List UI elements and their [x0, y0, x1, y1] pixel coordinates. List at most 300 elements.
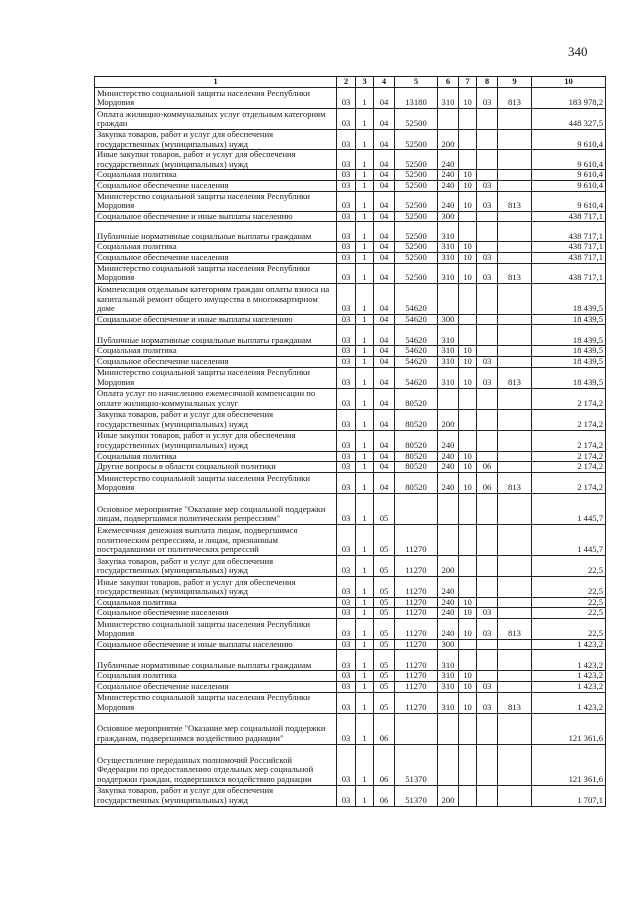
- table-row: [95, 650, 606, 671]
- code-cell: 1: [356, 671, 374, 682]
- code-cell: [477, 576, 498, 597]
- row-name-cell: Осуществление переданных полномочий Российской Федерации по предоставлению отдельных мер социальной поддержки граждан, подвергшихся воздействию радиации: [95, 744, 337, 785]
- table-row: [95, 451, 606, 462]
- code-cell: 04: [374, 472, 395, 493]
- code-cell: 05: [374, 650, 395, 671]
- code-cell: 04: [374, 430, 395, 451]
- code-cell: 813: [498, 618, 532, 639]
- code-cell: 1: [356, 493, 374, 524]
- code-cell: 1: [356, 524, 374, 555]
- row-name-cell: Социальное обеспечение и иные выплаты населению: [95, 211, 337, 222]
- code-cell: 04: [374, 109, 395, 130]
- code-cell: 310: [438, 325, 459, 346]
- code-cell: [477, 150, 498, 170]
- code-cell: 03: [337, 692, 356, 713]
- code-cell: [459, 283, 477, 314]
- code-cell: [459, 430, 477, 451]
- table-row: [95, 211, 606, 222]
- code-cell: 10: [459, 608, 477, 619]
- row-name-cell: Министерство социальной защиты населения Республики Мордовия: [95, 191, 337, 211]
- code-cell: 03: [337, 608, 356, 619]
- code-cell: 06: [477, 462, 498, 473]
- amount-cell: 1 423,2: [532, 650, 606, 671]
- code-cell: [459, 150, 477, 170]
- code-cell: 1: [356, 314, 374, 325]
- code-cell: 1: [356, 367, 374, 388]
- code-cell: [477, 744, 498, 785]
- code-cell: 1: [356, 639, 374, 650]
- code-cell: 03: [337, 713, 356, 744]
- code-cell: 300: [438, 639, 459, 650]
- code-cell: 03: [337, 325, 356, 346]
- table-row: [95, 263, 606, 283]
- code-cell: 03: [337, 650, 356, 671]
- code-cell: 240: [438, 451, 459, 462]
- code-cell: [498, 608, 532, 619]
- code-cell: [477, 170, 498, 181]
- code-cell: 03: [337, 618, 356, 639]
- amount-cell: 9 610,4: [532, 130, 606, 150]
- code-cell: 80520: [395, 451, 438, 462]
- code-cell: 1: [356, 682, 374, 693]
- code-cell: [477, 671, 498, 682]
- code-cell: 10: [459, 597, 477, 608]
- code-cell: 05: [374, 555, 395, 576]
- amount-cell: 183 978,2: [532, 88, 606, 109]
- code-cell: [498, 639, 532, 650]
- code-cell: 04: [374, 451, 395, 462]
- code-cell: [459, 409, 477, 430]
- amount-cell: 2 174,2: [532, 388, 606, 409]
- code-cell: 05: [374, 608, 395, 619]
- row-name-cell: Министерство социальной защиты населения Республики Мордовия: [95, 88, 337, 109]
- amount-cell: 2 174,2: [532, 430, 606, 451]
- row-name-cell: Социальная политика: [95, 671, 337, 682]
- table-row: [95, 388, 606, 409]
- code-cell: [477, 639, 498, 650]
- row-name-cell: Закупка товаров, работ и услуг для обеспечения государственных (муниципальных) нужд: [95, 555, 337, 576]
- code-cell: [459, 785, 477, 806]
- table-row: [95, 671, 606, 682]
- code-cell: [459, 493, 477, 524]
- code-cell: 1: [356, 170, 374, 181]
- code-cell: 1: [356, 130, 374, 150]
- row-name-cell: Закупка товаров, работ и услуг для обеспечения государственных (муниципальных) нужд: [95, 130, 337, 150]
- code-cell: 03: [477, 682, 498, 693]
- code-cell: 80520: [395, 472, 438, 493]
- code-cell: 10: [459, 472, 477, 493]
- code-cell: 03: [337, 346, 356, 357]
- table-row: [95, 576, 606, 597]
- table-row: [95, 524, 606, 555]
- code-cell: 1: [356, 263, 374, 283]
- code-cell: 03: [337, 430, 356, 451]
- row-name-cell: Социальное обеспечение и иные выплаты населению: [95, 639, 337, 650]
- code-cell: 04: [374, 314, 395, 325]
- amount-cell: 18 439,5: [532, 356, 606, 367]
- code-cell: 52500: [395, 150, 438, 170]
- table-row: [95, 88, 606, 109]
- amount-cell: 22,5: [532, 576, 606, 597]
- code-cell: 240: [438, 180, 459, 191]
- code-cell: 1: [356, 346, 374, 357]
- code-cell: 11270: [395, 650, 438, 671]
- code-cell: [477, 325, 498, 346]
- column-header: 9: [498, 77, 532, 88]
- code-cell: 11270: [395, 671, 438, 682]
- code-cell: 04: [374, 222, 395, 242]
- code-cell: 310: [438, 242, 459, 253]
- amount-cell: 22,5: [532, 608, 606, 619]
- code-cell: 10: [459, 692, 477, 713]
- code-cell: 310: [438, 263, 459, 283]
- code-cell: 04: [374, 150, 395, 170]
- code-cell: 03: [337, 130, 356, 150]
- code-cell: 310: [438, 252, 459, 263]
- table-row: [95, 462, 606, 473]
- code-cell: 04: [374, 88, 395, 109]
- code-cell: 03: [477, 191, 498, 211]
- code-cell: 04: [374, 242, 395, 253]
- amount-cell: 18 439,5: [532, 367, 606, 388]
- code-cell: 200: [438, 785, 459, 806]
- code-cell: 05: [374, 524, 395, 555]
- code-cell: 1: [356, 555, 374, 576]
- amount-cell: 438 717,1: [532, 263, 606, 283]
- code-cell: [498, 170, 532, 181]
- table-row: [95, 170, 606, 181]
- code-cell: 52500: [395, 180, 438, 191]
- row-name-cell: Публичные нормативные социальные выплаты гражданам: [95, 650, 337, 671]
- table-row: [95, 314, 606, 325]
- code-cell: 10: [459, 252, 477, 263]
- code-cell: 240: [438, 618, 459, 639]
- code-cell: 03: [337, 283, 356, 314]
- code-cell: [498, 180, 532, 191]
- code-cell: [498, 388, 532, 409]
- code-cell: 06: [374, 785, 395, 806]
- page-number: 340: [568, 44, 588, 59]
- code-cell: 05: [374, 618, 395, 639]
- row-name-cell: Основное мероприятие "Оказание мер социальной поддержки лицам, подвергшимся политическим репрессиям": [95, 493, 337, 524]
- row-name-cell: Компенсация отдельным категориям граждан оплаты взноса на капитальный ремонт общего имущества в многоквартирном доме: [95, 283, 337, 314]
- amount-cell: 9 610,4: [532, 191, 606, 211]
- code-cell: 240: [438, 608, 459, 619]
- row-name-cell: Закупка товаров, работ и услуг для обеспечения государственных (муниципальных) нужд: [95, 785, 337, 806]
- code-cell: 1: [356, 713, 374, 744]
- code-cell: 52500: [395, 242, 438, 253]
- code-cell: 03: [337, 744, 356, 785]
- code-cell: 04: [374, 283, 395, 314]
- code-cell: 813: [498, 191, 532, 211]
- code-cell: [477, 409, 498, 430]
- code-cell: 10: [459, 462, 477, 473]
- row-name-cell: Социальная политика: [95, 170, 337, 181]
- row-name-cell: Социальная политика: [95, 242, 337, 253]
- table-row: [95, 130, 606, 150]
- code-cell: 03: [337, 555, 356, 576]
- amount-cell: 121 361,6: [532, 713, 606, 744]
- code-cell: 11270: [395, 555, 438, 576]
- code-cell: 10: [459, 618, 477, 639]
- code-cell: 03: [337, 191, 356, 211]
- code-cell: [498, 493, 532, 524]
- amount-cell: 2 174,2: [532, 451, 606, 462]
- code-cell: 52500: [395, 130, 438, 150]
- table-row: [95, 150, 606, 170]
- code-cell: 1: [356, 462, 374, 473]
- code-cell: 04: [374, 356, 395, 367]
- code-cell: 03: [337, 682, 356, 693]
- code-cell: 04: [374, 462, 395, 473]
- code-cell: [477, 650, 498, 671]
- code-cell: [459, 130, 477, 150]
- code-cell: 310: [438, 367, 459, 388]
- code-cell: 310: [438, 356, 459, 367]
- row-name-cell: Министерство социальной защиты населения Республики Мордовия: [95, 692, 337, 713]
- code-cell: 03: [337, 639, 356, 650]
- code-cell: 06: [374, 713, 395, 744]
- amount-cell: 18 439,5: [532, 314, 606, 325]
- code-cell: [498, 109, 532, 130]
- code-cell: [498, 576, 532, 597]
- amount-cell: 22,5: [532, 618, 606, 639]
- code-cell: 1: [356, 252, 374, 263]
- code-cell: 10: [459, 367, 477, 388]
- code-cell: [498, 242, 532, 253]
- column-header: 10: [532, 77, 606, 88]
- code-cell: 813: [498, 263, 532, 283]
- code-cell: 80520: [395, 430, 438, 451]
- code-cell: 03: [337, 242, 356, 253]
- code-cell: 200: [438, 409, 459, 430]
- code-cell: 03: [337, 356, 356, 367]
- code-cell: 11270: [395, 608, 438, 619]
- code-cell: [498, 682, 532, 693]
- code-cell: 240: [438, 430, 459, 451]
- code-cell: 1: [356, 451, 374, 462]
- row-name-cell: Социальное обеспечение населения: [95, 180, 337, 191]
- code-cell: 03: [337, 252, 356, 263]
- table-row: [95, 283, 606, 314]
- code-cell: 1: [356, 692, 374, 713]
- code-cell: [498, 346, 532, 357]
- column-header: 8: [477, 77, 498, 88]
- code-cell: [395, 713, 438, 744]
- code-cell: [498, 524, 532, 555]
- amount-cell: 22,5: [532, 555, 606, 576]
- code-cell: 1: [356, 211, 374, 222]
- code-cell: [477, 283, 498, 314]
- code-cell: 54620: [395, 325, 438, 346]
- code-cell: [477, 109, 498, 130]
- code-cell: 03: [337, 211, 356, 222]
- code-cell: [498, 430, 532, 451]
- code-cell: 03: [337, 170, 356, 181]
- row-name-cell: Министерство социальной защиты населения Республики Мордовия: [95, 367, 337, 388]
- amount-cell: 2 174,2: [532, 472, 606, 493]
- amount-cell: 438 717,1: [532, 222, 606, 242]
- row-name-cell: Социальное обеспечение населения: [95, 682, 337, 693]
- code-cell: 1: [356, 409, 374, 430]
- code-cell: [459, 555, 477, 576]
- code-cell: 11270: [395, 576, 438, 597]
- code-cell: [498, 130, 532, 150]
- code-cell: 1: [356, 430, 374, 451]
- code-cell: 03: [337, 785, 356, 806]
- code-cell: 51370: [395, 744, 438, 785]
- code-cell: 04: [374, 325, 395, 346]
- code-cell: 03: [337, 472, 356, 493]
- table-row: [95, 472, 606, 493]
- code-cell: [459, 109, 477, 130]
- amount-cell: 9 610,4: [532, 150, 606, 170]
- code-cell: 03: [337, 88, 356, 109]
- amount-cell: 18 439,5: [532, 325, 606, 346]
- code-cell: [477, 211, 498, 222]
- code-cell: 03: [477, 618, 498, 639]
- code-cell: 03: [337, 367, 356, 388]
- amount-cell: 18 439,5: [532, 283, 606, 314]
- code-cell: [498, 555, 532, 576]
- column-header: 2: [337, 77, 356, 88]
- column-header: 3: [356, 77, 374, 88]
- code-cell: [498, 356, 532, 367]
- code-cell: 03: [337, 597, 356, 608]
- amount-cell: 1 423,2: [532, 682, 606, 693]
- code-cell: 1: [356, 472, 374, 493]
- amount-cell: 22,5: [532, 597, 606, 608]
- row-name-cell: Другие вопросы в области социальной политики: [95, 462, 337, 473]
- row-name-cell: Основное мероприятие "Оказание мер социальной поддержки гражданам, подвергшимся воздействию радиации": [95, 713, 337, 744]
- code-cell: 1: [356, 109, 374, 130]
- table-row: [95, 744, 606, 785]
- code-cell: [459, 222, 477, 242]
- code-cell: 1: [356, 180, 374, 191]
- amount-cell: 438 717,1: [532, 252, 606, 263]
- code-cell: [459, 388, 477, 409]
- table-row: [95, 682, 606, 693]
- code-cell: 04: [374, 346, 395, 357]
- code-cell: 03: [477, 608, 498, 619]
- table-row: [95, 493, 606, 524]
- table-row: [95, 430, 606, 451]
- code-cell: 813: [498, 692, 532, 713]
- code-cell: 51370: [395, 785, 438, 806]
- code-cell: 52500: [395, 222, 438, 242]
- code-cell: 04: [374, 211, 395, 222]
- column-header: 5: [395, 77, 438, 88]
- code-cell: 10: [459, 671, 477, 682]
- code-cell: 05: [374, 692, 395, 713]
- code-cell: [459, 211, 477, 222]
- column-header: 4: [374, 77, 395, 88]
- code-cell: 13180: [395, 88, 438, 109]
- code-cell: [498, 744, 532, 785]
- code-cell: 10: [459, 191, 477, 211]
- code-cell: 1: [356, 785, 374, 806]
- amount-cell: 1 423,2: [532, 692, 606, 713]
- table-row: [95, 608, 606, 619]
- code-cell: 813: [498, 88, 532, 109]
- code-cell: 310: [438, 650, 459, 671]
- code-cell: 240: [438, 170, 459, 181]
- amount-cell: 2 174,2: [532, 409, 606, 430]
- code-cell: 310: [438, 682, 459, 693]
- code-cell: 03: [477, 356, 498, 367]
- code-cell: [477, 785, 498, 806]
- code-cell: 80520: [395, 409, 438, 430]
- code-cell: 310: [438, 88, 459, 109]
- code-cell: 03: [337, 409, 356, 430]
- table-row: [95, 356, 606, 367]
- code-cell: 54620: [395, 346, 438, 357]
- code-cell: [459, 639, 477, 650]
- code-cell: [498, 211, 532, 222]
- code-cell: [498, 650, 532, 671]
- code-cell: 52500: [395, 211, 438, 222]
- table-row: [95, 252, 606, 263]
- code-cell: 1: [356, 242, 374, 253]
- code-cell: [459, 650, 477, 671]
- amount-cell: 1 423,2: [532, 639, 606, 650]
- amount-cell: 2 174,2: [532, 462, 606, 473]
- table-row: [95, 346, 606, 357]
- code-cell: 11270: [395, 639, 438, 650]
- code-cell: 04: [374, 263, 395, 283]
- column-header: 7: [459, 77, 477, 88]
- row-name-cell: Социальное обеспечение и иные выплаты населению: [95, 314, 337, 325]
- table-row: [95, 367, 606, 388]
- table-row: [95, 222, 606, 242]
- code-cell: [477, 597, 498, 608]
- code-cell: 04: [374, 252, 395, 263]
- code-cell: 10: [459, 451, 477, 462]
- amount-cell: 1 445,7: [532, 493, 606, 524]
- table-row: [95, 409, 606, 430]
- code-cell: 52500: [395, 170, 438, 181]
- code-cell: [459, 524, 477, 555]
- code-cell: 03: [337, 462, 356, 473]
- amount-cell: 18 439,5: [532, 346, 606, 357]
- code-cell: 03: [337, 388, 356, 409]
- amount-cell: 1 423,2: [532, 671, 606, 682]
- row-name-cell: Социальное обеспечение населения: [95, 252, 337, 263]
- amount-cell: 438 717,1: [532, 242, 606, 253]
- code-cell: 06: [477, 472, 498, 493]
- row-name-cell: Иные закупки товаров, работ и услуг для обеспечения государственных (муниципальных) нужд: [95, 150, 337, 170]
- code-cell: 52500: [395, 191, 438, 211]
- code-cell: [477, 222, 498, 242]
- code-cell: 1: [356, 744, 374, 785]
- code-cell: [498, 314, 532, 325]
- code-cell: 04: [374, 170, 395, 181]
- table-row: [95, 325, 606, 346]
- code-cell: [498, 785, 532, 806]
- code-cell: 200: [438, 130, 459, 150]
- row-name-cell: Закупка товаров, работ и услуг для обеспечения государственных (муниципальных) нужд: [95, 409, 337, 430]
- row-name-cell: Министерство социальной защиты населения Республики Мордовия: [95, 472, 337, 493]
- code-cell: [459, 744, 477, 785]
- code-cell: 05: [374, 639, 395, 650]
- code-cell: 52500: [395, 263, 438, 283]
- code-cell: 10: [459, 356, 477, 367]
- row-name-cell: Социальная политика: [95, 451, 337, 462]
- code-cell: 03: [477, 252, 498, 263]
- code-cell: 03: [477, 263, 498, 283]
- code-cell: [438, 109, 459, 130]
- code-cell: 05: [374, 597, 395, 608]
